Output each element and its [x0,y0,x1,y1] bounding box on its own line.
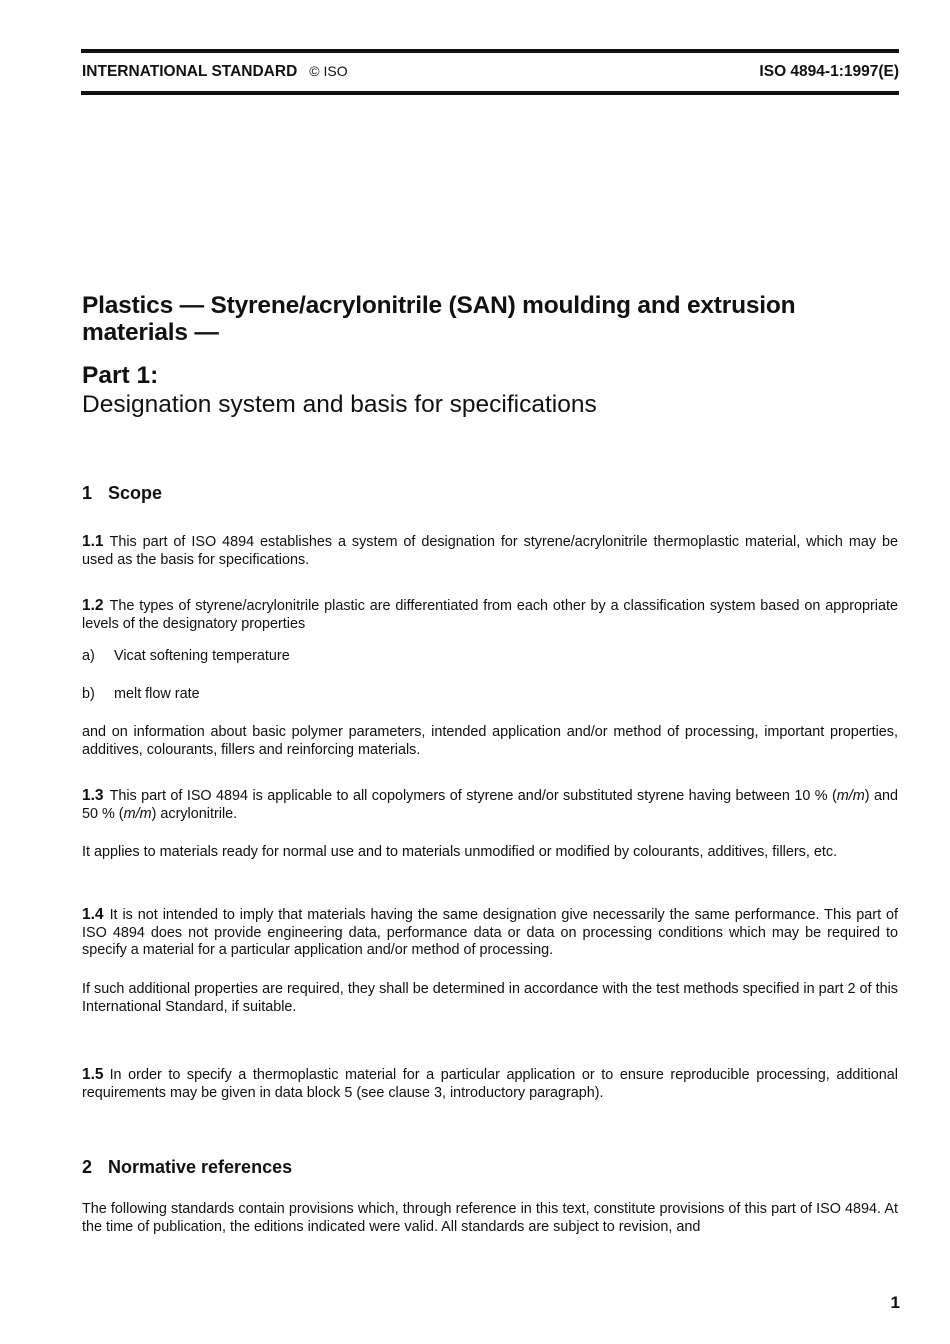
clause-1-3: 1.3 This part of ISO 4894 is applicable to all copolymers of styrene and/or substituted styrene having between 10 % (m/m) and 50 % (m/m) acrylonitrile. [82,787,898,822]
running-header [82,62,899,82]
page-number: 1 [890,1293,900,1312]
document-title: Plastics — Styrene/acrylonitrile (SAN) moulding and extrusion materials — [82,292,796,346]
clause-1-3-continued: It applies to materials ready for normal use and to materials unmodified or modified by colourants, additives, fillers, etc. [82,844,838,860]
list-item-b: b) melt flow rate [82,686,200,702]
document-subtitle: Designation system and basis for specifications [82,391,597,418]
part-label: Part 1: [82,362,159,389]
clause-1-2: 1.2 The types of styrene/acrylonitrile plastic are differentiated from each other by a classification system based on appropriate levels of the designatory properties [82,597,898,632]
section-heading-normative-references: 2 Normative references [82,1157,293,1177]
clause-1-5: 1.5 In order to specify a thermoplastic material for a particular application or to ensure reproducible processing, additional requirements may be given in data block 5 (see clause 3, introductory paragraph). [82,1066,898,1101]
header-left: INTERNATIONAL STANDARD © ISO [82,63,348,80]
copyright-notice: © ISO [309,63,348,79]
list-item-a: a) Vicat softening temperature [82,648,290,664]
normative-references-paragraph: The following standards contain provisions which, through reference in this text, constitute provisions of this part of ISO 4894. At the time of publication, the editions indicated were valid. All standards are subject to revision, and [82,1201,898,1235]
header-rule-bottom [81,91,899,95]
header-doc-id: ISO 4894-1:1997(E) [759,63,899,80]
header-rule-top [81,49,899,53]
section-heading-scope: 1 Scope [82,483,163,503]
clause-1-2-continued: and on information about basic polymer parameters, intended application and/or method of processing, important properties, additives, colourants, fillers and reinforcing materials. [82,724,898,758]
clause-1-4-continued: If such additional properties are required, they shall be determined in accordance with the test methods specified in part 2 of this International Standard, if suitable. [82,981,898,1015]
clause-1-4: 1.4 It is not intended to imply that materials having the same designation give necessarily the same performance. This part of ISO 4894 does not provide engineering data, performance data or data on processing conditions which may be required to specify a material for a particular application and/or method of processing. [82,906,898,958]
clause-1-1: 1.1 This part of ISO 4894 establishes a system of designation for styrene/acrylonitrile thermoplastic material, which may be used as the basis for specifications. [82,533,898,568]
